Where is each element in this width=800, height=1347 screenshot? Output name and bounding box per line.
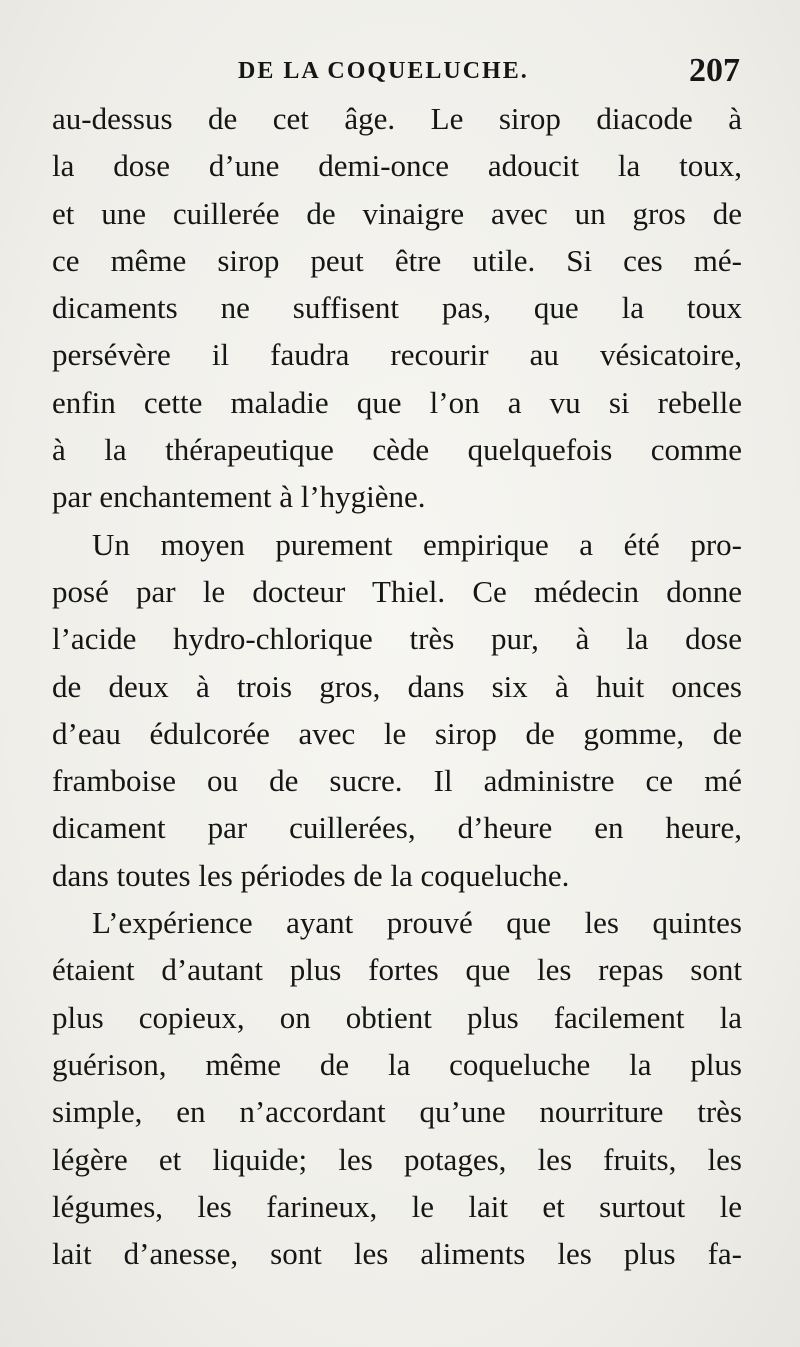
text-line: légumes, les farineux, le lait et surtout le [52,1188,742,1224]
text-line: L’expérience ayant prouvé que les quintes [92,905,742,941]
text-line: à la thérapeutique cède quelquefois comme [52,432,742,468]
text-line: légère et liquide; les potages, les fruits, les [52,1141,742,1177]
text-line: de deux à trois gros, dans six à huit onces [52,668,742,704]
text-line: dicament par cuillerées, d’heure en heure, [52,810,742,846]
text-line: l’acide hydro-chlorique très pur, à la dose [52,621,742,657]
text-line: lait d’anesse, sont les aliments les plus fa- [52,1236,742,1272]
text-line: simple, en n’accordant qu’une nourriture très [52,1094,742,1130]
text-line: persévère il faudra recourir au vésicatoire, [52,337,742,373]
text-line: étaient d’autant plus fortes que les repas sont [52,952,742,988]
page-number: 207 [689,52,740,89]
text-line: ce même sirop peut être utile. Si ces mé- [52,242,742,278]
running-head [60,52,740,96]
text-line: au-dessus de cet âge. Le sirop diacode à [52,101,742,136]
text-line: enfin cette maladie que l’on a vu si rebelle [52,384,742,420]
text-line: guérison, même de la coqueluche la plus [52,1046,742,1082]
paragraph-3 [52,899,742,1277]
text-line: et une cuillerée de vinaigre avec un gros de [52,195,742,231]
text-line: plus copieux, on obtient plus facilement la [52,999,742,1035]
text-line: Un moyen purement empirique a été pro- [92,526,742,562]
text-line: par enchantement à l’hygiène. [52,479,426,515]
text-line: posé par le docteur Thiel. Ce médecin donne [52,573,742,609]
paragraph-2 [52,521,742,899]
text-line: d’eau édulcorée avec le sirop de gomme, de [52,715,742,751]
running-title: DE LA COQUELUCHE. [238,58,529,84]
text-line: la dose d’une demi-once adoucit la toux, [52,148,742,184]
body-text [52,95,742,1277]
paragraph-1 [52,95,742,521]
text-line: dicaments ne suffisent pas, que la toux [52,290,742,326]
text-line: dans toutes les périodes de la coqueluche. [52,857,570,893]
text-line: framboise ou de sucre. Il administre ce mé [52,763,742,799]
